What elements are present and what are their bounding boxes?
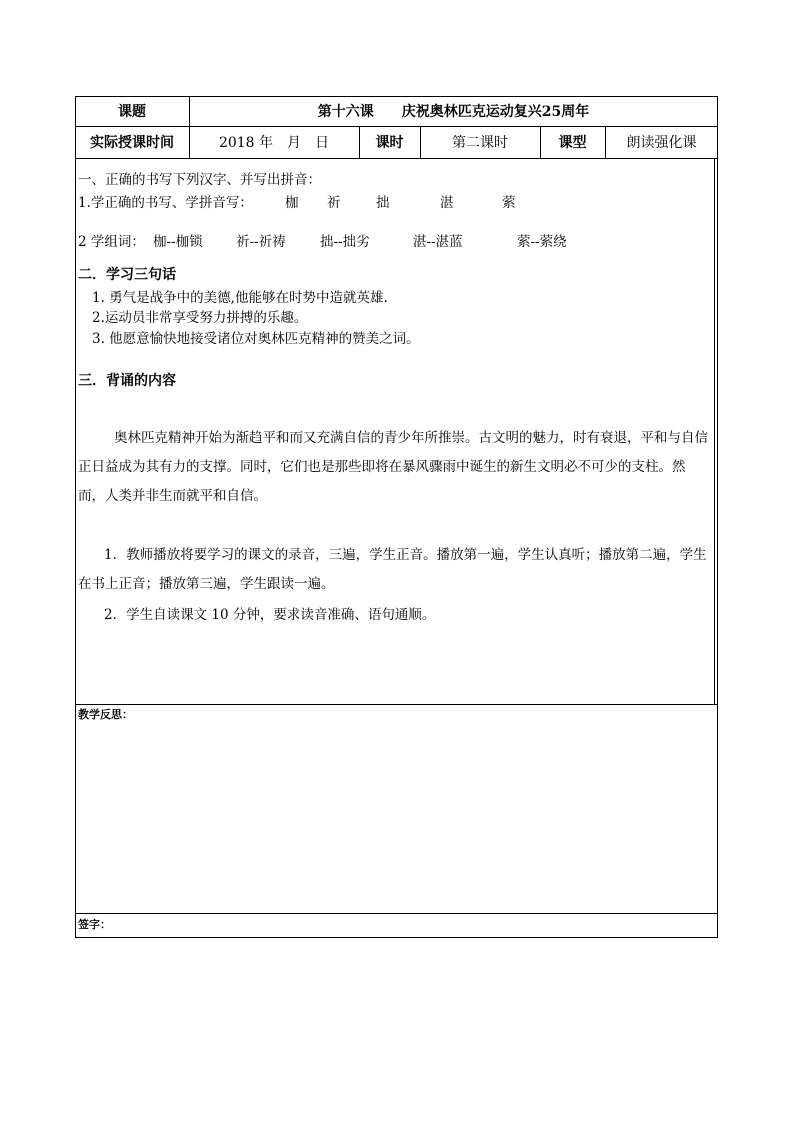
line2-word-3: 拙--拙劣 xyxy=(320,234,370,250)
lesson-plan-table xyxy=(75,96,718,938)
line1-char-3: 拙 xyxy=(376,195,390,211)
reflection-label: 教学反思： xyxy=(78,708,133,721)
recitation-paragraph: 奥林匹克精神开始为渐趋平和而又充满自信的青少年所推崇。古文明的魅力，时有衰退，平和与自信正日益成为其有力的支撑。同时，它们也是那些即将在暴风骤雨中诞生的新生文明必不可少的支柱。然而，人类并非生而就平和自信。 xyxy=(78,430,708,504)
type-value: 朗读强化课 xyxy=(626,135,697,151)
section2-title: 二．学习三句话 xyxy=(78,267,176,283)
teaching-step-2: 2．学生自读课文 10 分钟，要求读音准确、语句通顺。 xyxy=(104,607,436,623)
topic-value: 第十六课 庆祝奥林匹克运动复兴25周年 xyxy=(317,104,590,120)
period-value: 第二课时 xyxy=(452,135,508,151)
line1-char-1: 枷 xyxy=(285,195,299,211)
line1-char-5: 萦 xyxy=(502,195,516,211)
period-label: 课时 xyxy=(375,135,404,151)
time-value: 2018 年 月 日 xyxy=(218,135,330,151)
row-divider-4 xyxy=(75,913,718,914)
line2-word-4: 湛--湛蓝 xyxy=(413,234,463,250)
section1-line1 xyxy=(78,195,253,211)
section3-title: 三．背诵的内容 xyxy=(78,373,176,389)
line2-word-5: 萦--萦绕 xyxy=(517,234,567,250)
time-label: 实际授课时间 xyxy=(90,135,174,151)
section2-item-1: 1. 勇气是战争中的美德,他能够在时势中造就英雄. xyxy=(92,290,388,306)
line2-word-1: 枷--枷锁 xyxy=(153,234,203,250)
line2-word-2: 祈--祈祷 xyxy=(236,234,286,250)
row-divider-3 xyxy=(75,704,718,705)
topic-label: 课题 xyxy=(118,104,146,120)
section1-line1-prefix: 1.学正确的书写、学拼音写： xyxy=(78,195,253,211)
line1-char-4: 湛 xyxy=(440,195,454,211)
signature-label: 签字： xyxy=(78,918,111,931)
section1-title: 一、正确的书写下列汉字、并写出拼音： xyxy=(78,172,321,188)
type-label: 课型 xyxy=(558,135,587,151)
teaching-step-1: 1．教师播放将要学习的课文的录音，三遍，学生正音。播放第一遍，学生认真听；播放第二遍，学生在书上正音；播放第三遍，学生跟读一遍。 xyxy=(78,547,707,592)
content-inner-border xyxy=(714,158,715,704)
line1-char-2: 祈 xyxy=(327,195,341,211)
row-divider-2 xyxy=(75,158,718,159)
section2-item-2: 2.运动员非常享受努力拼搏的乐趣。 xyxy=(92,310,308,326)
section1-line2-prefix: 2 学组词： xyxy=(78,234,145,250)
section2-item-3: 3. 他愿意愉快地接受诸位对奥林匹克精神的赞美之词。 xyxy=(92,331,420,347)
